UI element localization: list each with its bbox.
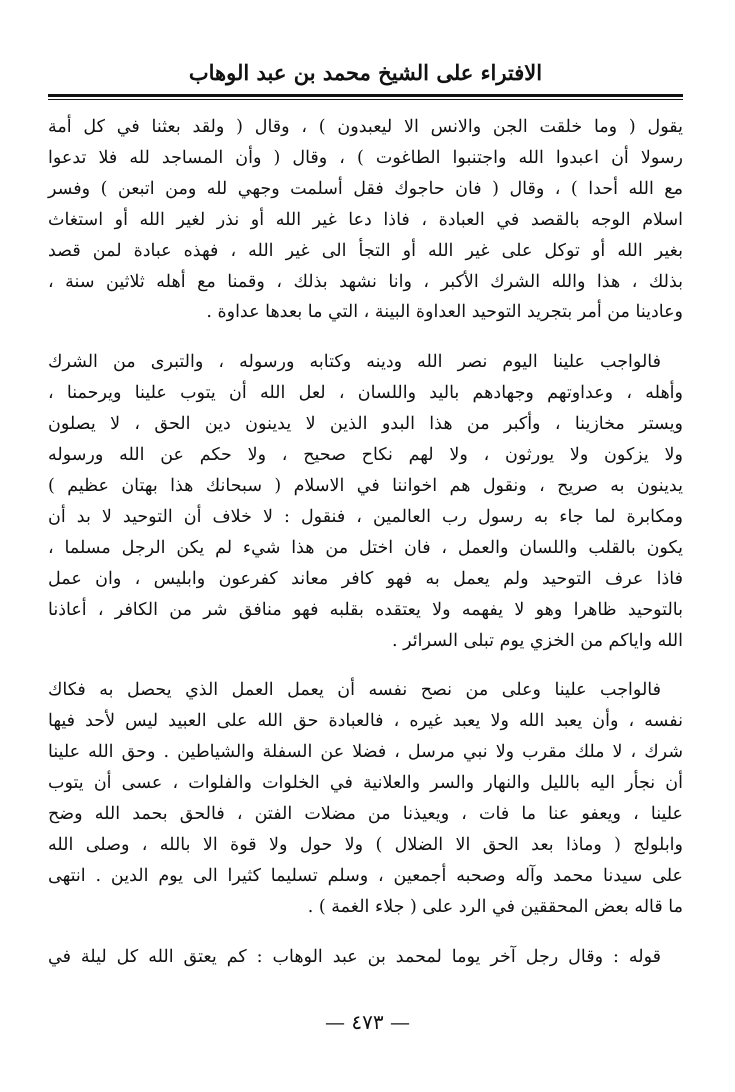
text-line: اسلام الوجه بالقصد في العبادة ، فاذا دعا غير الله أو نذر لغير الله أو استغاث: [48, 209, 683, 230]
text-line: شرك ، لا ملك مقرب ولا نبي مرسل ، فضلا عن السفلة والشياطين . وحق الله علينا: [48, 742, 683, 763]
text-line: يقول ( وما خلقت الجن والانس الا ليعبدون ) ، وقال ( ولقد بعثنا في كل أمة: [48, 117, 683, 137]
text-line: وأهله ، وعداوتهم وجهادهم باليد واللسان ، لعل الله أن يتوب علينا ويرحمنا ،: [48, 383, 683, 404]
text-line: ولا يزكون ولا يورثون ، ولا لهم نكاح صحيح ، ولا حكم عن الله ورسوله: [48, 445, 683, 466]
body-text: [48, 112, 683, 973]
text-line: يدينون به صريح ، ونقول هم اخواننا في الاسلام ( سبحانك هذا بهتان عظيم ): [48, 475, 683, 496]
text-line: مع الله أحدا ) ، وقال ( فان حاجوك فقل أسلمت وجهي لله ومن اتبعن ) وفسر: [48, 178, 683, 199]
text-line: على سيدنا محمد وآله وصحبه أجمعين ، وسلم تسليما كثيرا الى يوم الدين . انتهى: [48, 865, 683, 886]
page-number: — ٤٧٣ —: [325, 1010, 410, 1034]
header-rule: [48, 94, 683, 100]
text-line: بالتوحيد ظاهرا وهو لا يفهمه ولا يعتقده بقلبه فهو منافق شر من الكافر ، أعاذنا: [48, 599, 683, 620]
text-line: أن نجأر اليه بالليل والنهار والسر والعلانية في الخلوات والفلوات ، عسى أن يتوب: [48, 773, 683, 794]
text-line: فاذا عرف التوحيد ولم يعمل به فهو كافر معاند كفرعون وابليس ، وان عمل: [48, 568, 683, 589]
text-line: وعادينا من أمر بتجريد التوحيد العداوة البينة ، التي ما بعدها عداوة .: [206, 302, 683, 323]
text-line: ومكابرة لما جاء به رسول رب العالمين ، فنقول : لا خلاف أن التوحيد لا بد أن: [48, 506, 683, 527]
paragraph-1: [48, 112, 683, 328]
text-line: الله واياكم من الخزي يوم تبلى السرائر .: [391, 630, 683, 651]
text-line: نفسه ، وأن يعبد الله ولا يعبد غيره ، فالعبادة حق الله على العبيد ليس لأحد فيها: [48, 711, 683, 732]
text-line: يكون بالقلب واللسان والعمل ، فان اختل من هذا شيء لم يكن الرجل مسلما ،: [48, 537, 683, 558]
text-line: بذلك ، هذا والله الشرك الأكبر ، وانا نشهد بذلك ، وقمنا مع أهله ثلاثين سنة ،: [48, 271, 683, 292]
running-header: الافتراء على الشيخ محمد بن عبد الوهاب: [188, 60, 543, 85]
text-line: علينا ، ويعفو عنا ما فات ، ويعيذنا من مضلات الفتن ، فالحق بحمد الله وضح: [48, 804, 683, 825]
text-line: رسولا أن اعبدوا الله واجتنبوا الطاغوت ) ، وقال ( وأن المساجد لله فلا تدعوا: [48, 147, 683, 168]
text-line: فالواجب علينا وعلى من نصح نفسه أن يعمل العمل الذي يحصل به فكاك: [48, 680, 661, 701]
text-line: قوله : وقال رجل آخر يوما لمحمد بن عبد الوهاب : كم يعتق الله كل ليلة في: [48, 946, 661, 967]
text-line: فالواجب علينا اليوم نصر الله ودينه وكتابه ورسوله ، والتبرى من الشرك: [48, 352, 661, 373]
paragraph-4: [48, 942, 683, 973]
text-line: بغير الله أو توكل على غير الله أو التجأ الى غير الله ، فهذه عبادة لمن قصد: [48, 240, 683, 261]
paragraph-3: [48, 675, 683, 922]
text-line: ويستر مخازينا ، وأكبر من هذا البدو الذين لا يدينون دين الحق ، لا يصلون: [48, 414, 683, 435]
text-line: ما قاله بعض المحققين في الرد على ( جلاء الغمة ) .: [307, 896, 683, 917]
text-line: وابلولج ( وماذا بعد الحق الا الضلال ) ولا حول ولا قوة الا بالله ، وصلى الله: [48, 834, 683, 855]
paragraph-2: [48, 347, 683, 656]
